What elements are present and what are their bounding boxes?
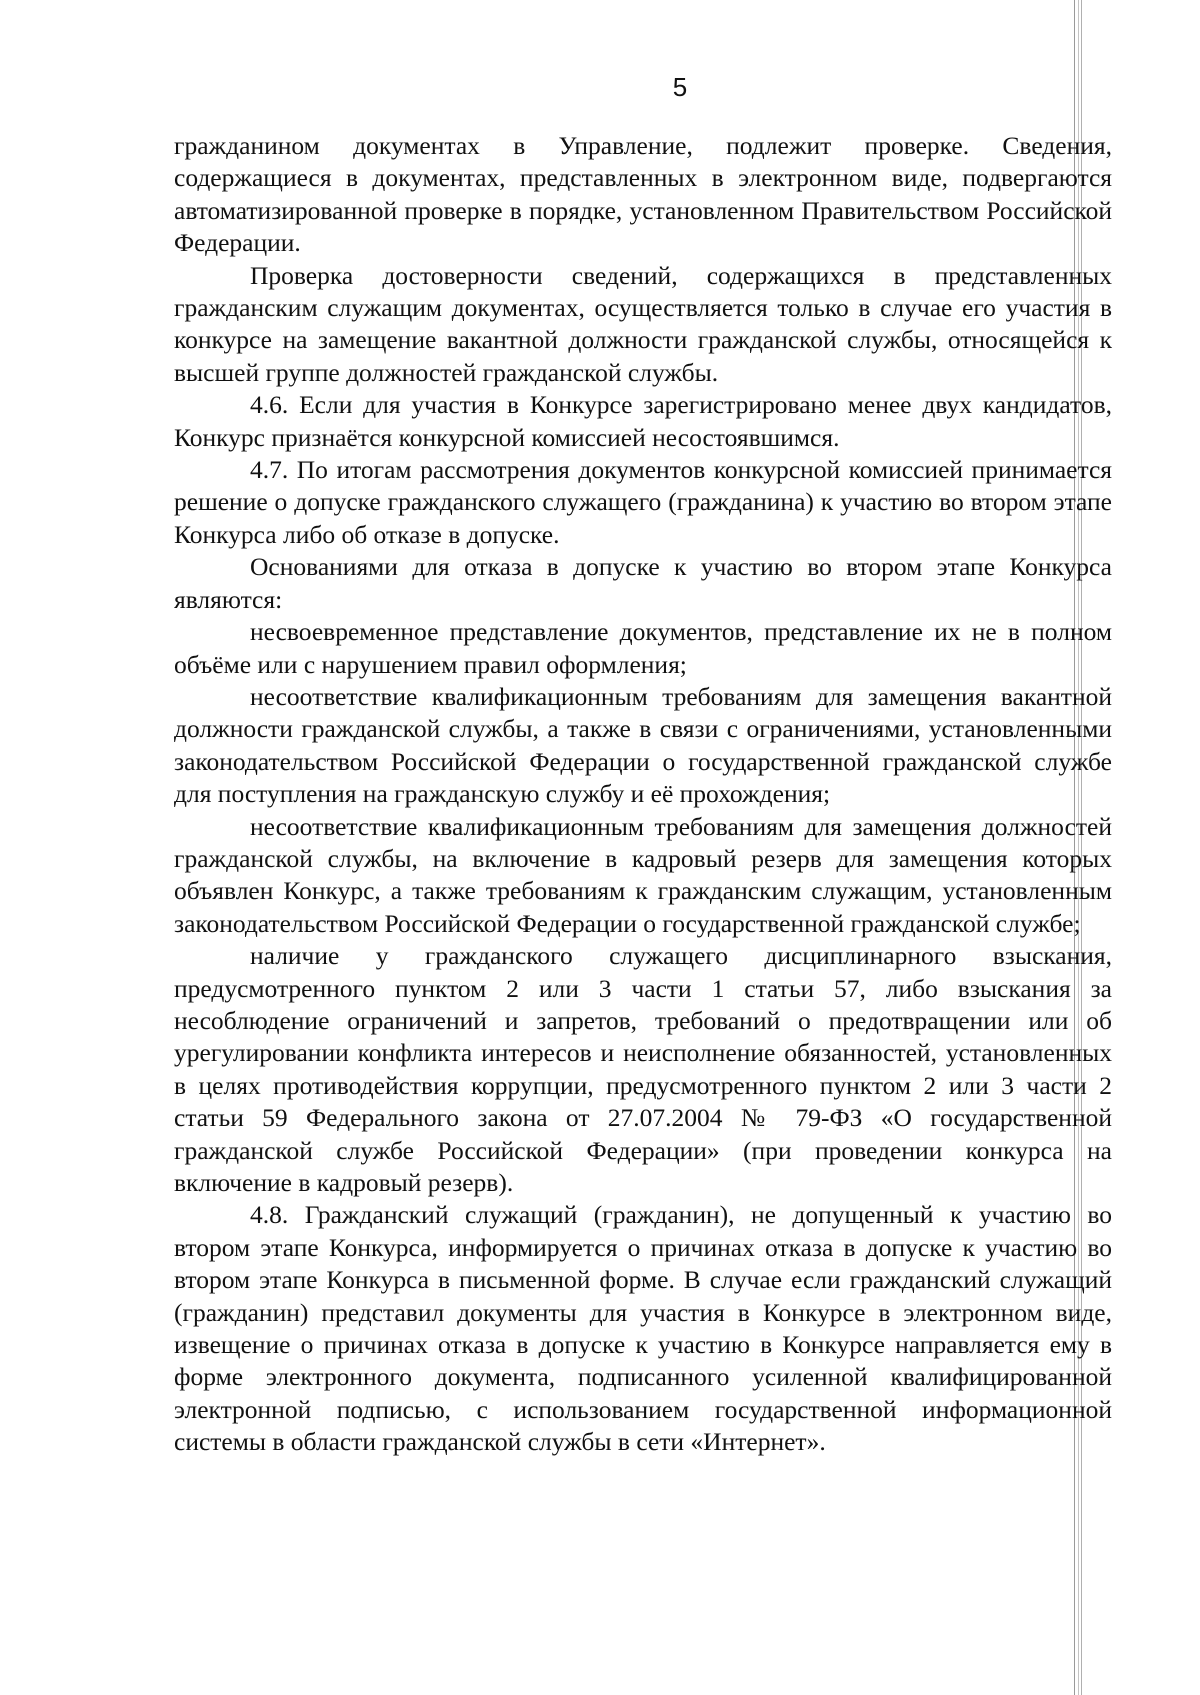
paragraph: гражданином документах в Управление, подлежит проверке. Сведения, содержащиеся в документах, представленных в электронном виде, подвергаются автоматизированной проверке в порядке, установленном Правительством Российской Федерации.	[174, 131, 1112, 258]
paragraph: несоответствие квалификационным требованиям для замещения должностей гражданской службы, на включение в кадровый резерв для замещения которых объявлен Конкурс, а также требованиям к гражданским служащим, установленным законодательством Российской Федерации о государственной гражданской службе;	[174, 811, 1112, 938]
paragraph: 4.8. Гражданский служащий (гражданин), не допущенный к участию во втором этапе Конкурса, информируется о причинах отказа в допуске к участию во втором этапе Конкурса в письменной форме. В случае если гражданский служащий (гражданин) представил документы для участия в Конкурсе в электронном виде, извещение о причинах отказа в допуске к участию в Конкурсе направляется ему в форме электронного документа, подписанного усиленной квалифицированной электронной подписью, с использованием государственной информационной системы в области гражданской службы в сети «Интернет».	[174, 1200, 1112, 1457]
paragraph: несвоевременное представление документов, представление их не в полном объёме или с нарушением правил оформления;	[174, 617, 1112, 679]
paragraph: несоответствие квалификационным требованиям для замещения вакантной должности гражданской службы, а также в связи с ограничениями, установленными законодательством Российской Федерации о государственной гражданской службе для поступления на гражданскую службу и её прохождения;	[174, 681, 1112, 809]
paragraph: Проверка достоверности сведений, содержащихся в представленных гражданским служащим документах, осуществляется только в случае его участия в конкурсе на замещение вакантной должности гражданской службы, относящейся к высшей группе должностей гражданской службы.	[174, 260, 1112, 387]
page-number: 5	[672, 72, 688, 102]
document-body	[174, 130, 1112, 1459]
paragraph: наличие у гражданского служащего дисциплинарного взыскания, предусмотренного пунктом 2 или 3 части 1 статьи 57, либо взыскания за несоблюдение ограничений и запретов, требований о предотвращении или об урегулировании конфликта интересов и неисполнение обязанностей, установленных в целях противодействия коррупции, предусмотренного пунктом 2 или 3 части 2 статьи 59 Федерального закона от 27.07.2004 № 79-ФЗ «О государственной гражданской службе Российской Федерации» (при проведении конкурса на включение в кадровый резерв).	[174, 941, 1112, 1197]
paragraph: Основаниями для отказа в допуске к участию во втором этапе Конкурса являются:	[174, 552, 1112, 614]
paragraph: 4.6. Если для участия в Конкурсе зарегистрировано менее двух кандидатов, Конкурс признаётся конкурсной комиссией несостоявшимся.	[174, 390, 1112, 452]
paragraph: 4.7. По итогам рассмотрения документов конкурсной комиссией принимается решение о допуске гражданского служащего (гражданина) к участию во втором этапе Конкурса либо об отказе в допуске.	[174, 455, 1112, 549]
